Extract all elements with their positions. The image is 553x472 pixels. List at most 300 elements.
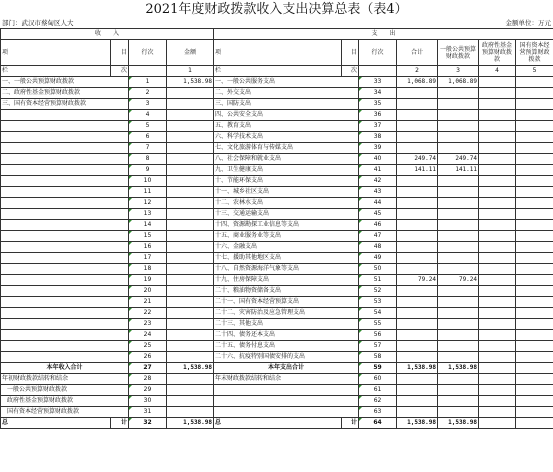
expense-item-cell: 二十六、抗疫特别国债安排的支出 bbox=[214, 352, 359, 363]
total-cell bbox=[397, 198, 438, 209]
income-row-no-cell: 11 bbox=[129, 187, 167, 198]
state-capital-cell bbox=[516, 319, 553, 330]
income-amount-cell bbox=[167, 374, 214, 385]
state-capital-cell bbox=[516, 77, 553, 88]
gov-fund-cell bbox=[479, 319, 516, 330]
table-row bbox=[1, 352, 553, 363]
state-capital-cell bbox=[516, 330, 553, 341]
expense-row-no-cell: 54 bbox=[359, 308, 397, 319]
expense-item-cell: 年末财政拨款结转和结余 bbox=[214, 374, 359, 385]
gov-fund-cell bbox=[479, 143, 516, 154]
gov-fund-cell bbox=[479, 99, 516, 110]
expense-row-no-cell: 46 bbox=[359, 220, 397, 231]
expense-item-cell: 一、一般公共服务支出 bbox=[214, 77, 359, 88]
ci-label: 次 bbox=[111, 66, 129, 77]
state-capital-cell bbox=[516, 209, 553, 220]
ci-label-2: 次 bbox=[342, 66, 359, 77]
gov-fund-cell bbox=[479, 275, 516, 286]
income-amount-cell bbox=[167, 297, 214, 308]
state-capital-cell bbox=[516, 121, 553, 132]
income-item-cell bbox=[1, 253, 129, 264]
expense-mu-header: 目 bbox=[342, 40, 359, 66]
income-amount-cell bbox=[167, 154, 214, 165]
expense-grand-total-label: 总 bbox=[214, 418, 342, 429]
income-amount-cell bbox=[167, 187, 214, 198]
income-row-no-cell: 16 bbox=[129, 242, 167, 253]
income-row-no-cell: 20 bbox=[129, 286, 167, 297]
state-capital-cell bbox=[516, 341, 553, 352]
total-cell bbox=[397, 143, 438, 154]
state-capital-cell bbox=[516, 297, 553, 308]
gov-fund-cell bbox=[479, 352, 516, 363]
state-capital-cell bbox=[516, 88, 553, 99]
expense-item-cell: 二十、粮油物资储备支出 bbox=[214, 286, 359, 297]
income-row-no-cell: 18 bbox=[129, 264, 167, 275]
expense-item-cell: 二、外交支出 bbox=[214, 88, 359, 99]
state-capital-cell bbox=[516, 143, 553, 154]
table-row bbox=[1, 297, 553, 308]
income-row-no-cell: 27 bbox=[129, 363, 167, 374]
total-cell bbox=[397, 374, 438, 385]
income-amount-cell bbox=[167, 99, 214, 110]
state-capital-cell bbox=[516, 374, 553, 385]
gov-fund-cell bbox=[479, 231, 516, 242]
income-amount-cell bbox=[167, 275, 214, 286]
gov-fund-cell bbox=[479, 385, 516, 396]
expense-item-cell: 九、卫生健康支出 bbox=[214, 165, 359, 176]
expense-item-cell bbox=[214, 407, 359, 418]
table-row bbox=[1, 77, 553, 88]
income-item-cell bbox=[1, 198, 129, 209]
income-row-no-cell: 30 bbox=[129, 396, 167, 407]
general-budget-cell bbox=[438, 198, 479, 209]
expense-row-no-cell: 36 bbox=[359, 110, 397, 121]
income-row-no-cell: 5 bbox=[129, 121, 167, 132]
expense-row-no-cell: 39 bbox=[359, 143, 397, 154]
income-amount-header: 金额 bbox=[167, 40, 214, 66]
col-number-5: 5 bbox=[516, 66, 553, 77]
total-cell bbox=[397, 308, 438, 319]
expense-item-cell: 二十二、灾害防治及应急管理支出 bbox=[214, 308, 359, 319]
income-item-cell bbox=[1, 264, 129, 275]
col-number-1: 1 bbox=[167, 66, 214, 77]
grand-total-capital-cell bbox=[516, 418, 553, 429]
general-budget-cell bbox=[438, 330, 479, 341]
report-meta bbox=[0, 18, 553, 28]
income-amount-cell bbox=[167, 407, 214, 418]
income-row-no-cell: 3 bbox=[129, 99, 167, 110]
general-budget-cell bbox=[438, 341, 479, 352]
table-row bbox=[1, 341, 553, 352]
expense-row-no-cell: 44 bbox=[359, 198, 397, 209]
gov-fund-cell bbox=[479, 253, 516, 264]
income-item-cell: 国有资本经营预算财政拨款 bbox=[1, 407, 129, 418]
income-amount-cell bbox=[167, 286, 214, 297]
expense-row-no-cell: 62 bbox=[359, 396, 397, 407]
expense-row-no-cell: 48 bbox=[359, 242, 397, 253]
general-budget-cell bbox=[438, 110, 479, 121]
income-row-no-cell: 15 bbox=[129, 231, 167, 242]
general-budget-cell bbox=[438, 396, 479, 407]
total-cell bbox=[397, 319, 438, 330]
income-amount-cell bbox=[167, 209, 214, 220]
department-label: 部门：武汉市蔡甸区人大 bbox=[2, 19, 74, 27]
table-row bbox=[1, 132, 553, 143]
income-item-cell bbox=[1, 209, 129, 220]
expense-item-cell: 七、文化旅游体育与传媒支出 bbox=[214, 143, 359, 154]
state-capital-cell bbox=[516, 352, 553, 363]
income-row-no-cell: 8 bbox=[129, 154, 167, 165]
income-amount-cell: 1,538.98 bbox=[167, 363, 214, 374]
income-header: 收 入 bbox=[1, 29, 214, 40]
income-item-cell bbox=[1, 341, 129, 352]
general-budget-cell: 1,538.98 bbox=[438, 363, 479, 374]
income-item-cell bbox=[1, 143, 129, 154]
general-budget-cell bbox=[438, 308, 479, 319]
income-amount-cell: 1,538.98 bbox=[167, 77, 214, 88]
state-capital-header: 国有资本经营预算财政拨款 bbox=[516, 40, 553, 66]
state-capital-cell bbox=[516, 286, 553, 297]
total-cell: 141.11 bbox=[397, 165, 438, 176]
expense-item-cell: 本年支出合计 bbox=[214, 363, 359, 374]
table-row bbox=[1, 363, 553, 374]
general-budget-cell bbox=[438, 253, 479, 264]
income-item-cell: 一般公共预算财政拨款 bbox=[1, 385, 129, 396]
expense-row-no-cell: 35 bbox=[359, 99, 397, 110]
income-row-no-cell: 9 bbox=[129, 165, 167, 176]
section-header-row bbox=[1, 29, 553, 40]
budget-table bbox=[0, 28, 553, 429]
income-row-no-cell: 13 bbox=[129, 209, 167, 220]
income-row-no-cell: 2 bbox=[129, 88, 167, 99]
income-item-cell: 二、政府性基金预算财政拨款 bbox=[1, 88, 129, 99]
total-cell: 79.24 bbox=[397, 275, 438, 286]
expense-row-no-cell: 40 bbox=[359, 154, 397, 165]
expense-item-cell: 二十四、债务还本支出 bbox=[214, 330, 359, 341]
expense-row-no-cell: 43 bbox=[359, 187, 397, 198]
table-row bbox=[1, 264, 553, 275]
income-row-no-cell: 7 bbox=[129, 143, 167, 154]
general-budget-cell bbox=[438, 231, 479, 242]
gov-fund-cell bbox=[479, 308, 516, 319]
state-capital-cell bbox=[516, 231, 553, 242]
expense-row-no-cell: 38 bbox=[359, 132, 397, 143]
expense-item-cell: 六、科学技术支出 bbox=[214, 132, 359, 143]
income-mu-header: 目 bbox=[111, 40, 129, 66]
total-cell bbox=[397, 132, 438, 143]
total-cell bbox=[397, 286, 438, 297]
general-budget-cell bbox=[438, 242, 479, 253]
income-grand-total-amount: 1,538.98 bbox=[167, 418, 214, 429]
expense-row-no-cell: 60 bbox=[359, 374, 397, 385]
income-item-cell: 三、国有资本经营预算财政拨款 bbox=[1, 99, 129, 110]
grand-total-general-cell: 1,538.98 bbox=[438, 418, 479, 429]
expense-item-cell: 十七、援助其他地区支出 bbox=[214, 253, 359, 264]
table-row bbox=[1, 88, 553, 99]
table-row bbox=[1, 330, 553, 341]
income-item-cell bbox=[1, 165, 129, 176]
expense-item-cell: 十四、资源勘探工业信息等支出 bbox=[214, 220, 359, 231]
state-capital-cell bbox=[516, 99, 553, 110]
expense-row-no-cell: 56 bbox=[359, 330, 397, 341]
state-capital-cell bbox=[516, 110, 553, 121]
income-row-no-cell: 14 bbox=[129, 220, 167, 231]
general-budget-cell bbox=[438, 385, 479, 396]
income-amount-cell bbox=[167, 110, 214, 121]
expense-item-cell: 十九、住房保障支出 bbox=[214, 275, 359, 286]
income-item-cell bbox=[1, 121, 129, 132]
col-number-2: 2 bbox=[397, 66, 438, 77]
income-item-cell bbox=[1, 231, 129, 242]
blank-cell bbox=[129, 66, 167, 77]
total-cell bbox=[397, 407, 438, 418]
expense-grand-total-ji: 计 bbox=[342, 418, 359, 429]
income-row-no-cell: 19 bbox=[129, 275, 167, 286]
expense-row-no-cell: 61 bbox=[359, 385, 397, 396]
income-amount-cell bbox=[167, 352, 214, 363]
income-grand-total-no: 32 bbox=[129, 418, 167, 429]
general-budget-cell: 141.11 bbox=[438, 165, 479, 176]
expense-item-cell: 二十一、国有资本经营预算支出 bbox=[214, 297, 359, 308]
general-budget-cell bbox=[438, 352, 479, 363]
income-row-no-cell: 26 bbox=[129, 352, 167, 363]
total-char: 总 bbox=[2, 419, 9, 426]
gov-fund-cell bbox=[479, 165, 516, 176]
expense-item-cell bbox=[214, 396, 359, 407]
income-item-cell bbox=[1, 110, 129, 121]
table-row bbox=[1, 407, 553, 418]
general-budget-cell bbox=[438, 209, 479, 220]
expense-row-no-cell: 42 bbox=[359, 176, 397, 187]
total-cell bbox=[397, 396, 438, 407]
total-cell bbox=[397, 297, 438, 308]
gov-fund-cell bbox=[479, 286, 516, 297]
table-row bbox=[1, 275, 553, 286]
expense-row-no-cell: 33 bbox=[359, 77, 397, 88]
income-item-cell bbox=[1, 242, 129, 253]
total-cell bbox=[397, 242, 438, 253]
item-label: 项 bbox=[2, 49, 9, 56]
gov-fund-cell bbox=[479, 77, 516, 88]
expense-item-cell: 十六、金融支出 bbox=[214, 242, 359, 253]
gov-fund-cell bbox=[479, 363, 516, 374]
general-budget-cell bbox=[438, 132, 479, 143]
amount-unit-label: 金额单位：万元 bbox=[505, 19, 551, 27]
general-budget-cell bbox=[438, 264, 479, 275]
total-cell bbox=[397, 341, 438, 352]
expense-row-no-cell: 41 bbox=[359, 165, 397, 176]
table-row bbox=[1, 385, 553, 396]
income-amount-cell bbox=[167, 253, 214, 264]
table-row bbox=[1, 374, 553, 385]
total-cell bbox=[397, 385, 438, 396]
income-amount-cell bbox=[167, 198, 214, 209]
income-amount-cell bbox=[167, 143, 214, 154]
gov-fund-cell bbox=[479, 209, 516, 220]
state-capital-cell bbox=[516, 154, 553, 165]
income-row-no-header: 行次 bbox=[129, 40, 167, 66]
state-capital-cell bbox=[516, 264, 553, 275]
state-capital-cell bbox=[516, 407, 553, 418]
gov-fund-cell bbox=[479, 374, 516, 385]
income-amount-cell bbox=[167, 341, 214, 352]
income-item-cell bbox=[1, 352, 129, 363]
income-amount-cell bbox=[167, 308, 214, 319]
grand-total-row bbox=[1, 418, 553, 429]
general-budget-cell bbox=[438, 176, 479, 187]
table-row bbox=[1, 143, 553, 154]
expense-item-cell: 十、节能环保支出 bbox=[214, 176, 359, 187]
gov-fund-cell bbox=[479, 330, 516, 341]
expense-row-no-cell: 58 bbox=[359, 352, 397, 363]
income-item-cell bbox=[1, 220, 129, 231]
income-amount-cell bbox=[167, 396, 214, 407]
table-row bbox=[1, 319, 553, 330]
general-budget-cell bbox=[438, 407, 479, 418]
state-capital-cell bbox=[516, 198, 553, 209]
income-grand-total-ji: 计 bbox=[111, 418, 129, 429]
total-cell bbox=[397, 209, 438, 220]
expense-row-no-cell: 53 bbox=[359, 297, 397, 308]
general-budget-cell bbox=[438, 121, 479, 132]
expense-row-no-cell: 52 bbox=[359, 286, 397, 297]
expense-row-no-cell: 34 bbox=[359, 88, 397, 99]
expense-item-cell: 八、社会保障和就业支出 bbox=[214, 154, 359, 165]
income-item-cell bbox=[1, 132, 129, 143]
expense-row-no-cell: 47 bbox=[359, 231, 397, 242]
total-header: 合计 bbox=[397, 40, 438, 66]
blank-cell bbox=[359, 66, 397, 77]
income-amount-cell bbox=[167, 176, 214, 187]
expense-item-cell: 十五、商业服务业等支出 bbox=[214, 231, 359, 242]
income-item-cell: 政府性基金预算财政拨款 bbox=[1, 396, 129, 407]
total-cell: 1,068.89 bbox=[397, 77, 438, 88]
total-cell bbox=[397, 352, 438, 363]
expense-item-cell: 二十三、其他支出 bbox=[214, 319, 359, 330]
total-cell: 249.74 bbox=[397, 154, 438, 165]
income-row-no-cell: 23 bbox=[129, 319, 167, 330]
general-budget-cell bbox=[438, 286, 479, 297]
table-row bbox=[1, 308, 553, 319]
report-title: 2021年度财政拨款收入支出决算总表（表4） bbox=[145, 2, 408, 17]
column-header-row bbox=[1, 40, 553, 66]
income-item-cell bbox=[1, 297, 129, 308]
expense-item-cell: 十二、农林水支出 bbox=[214, 198, 359, 209]
lan-label: 栏 bbox=[1, 66, 111, 77]
gov-fund-cell bbox=[479, 154, 516, 165]
gov-fund-cell bbox=[479, 407, 516, 418]
table-row bbox=[1, 121, 553, 132]
total-cell bbox=[397, 330, 438, 341]
expense-row-no-cell: 45 bbox=[359, 209, 397, 220]
total-cell bbox=[397, 264, 438, 275]
expense-row-no-cell: 49 bbox=[359, 253, 397, 264]
state-capital-cell bbox=[516, 253, 553, 264]
income-row-no-cell: 29 bbox=[129, 385, 167, 396]
expense-row-no-header: 行次 bbox=[359, 40, 397, 66]
income-grand-total-label bbox=[1, 418, 111, 429]
state-capital-cell bbox=[516, 396, 553, 407]
total-cell bbox=[397, 88, 438, 99]
gov-fund-header: 政府性基金预算财政拨款 bbox=[479, 40, 516, 66]
gov-fund-cell bbox=[479, 242, 516, 253]
expense-item-cell: 二十五、债务付息支出 bbox=[214, 341, 359, 352]
income-row-no-cell: 21 bbox=[129, 297, 167, 308]
total-cell bbox=[397, 110, 438, 121]
gov-fund-cell bbox=[479, 110, 516, 121]
gov-fund-cell bbox=[479, 121, 516, 132]
income-row-no-cell: 6 bbox=[129, 132, 167, 143]
income-row-no-cell: 22 bbox=[129, 308, 167, 319]
general-budget-cell: 79.24 bbox=[438, 275, 479, 286]
general-budget-cell: 249.74 bbox=[438, 154, 479, 165]
table-row bbox=[1, 220, 553, 231]
income-row-no-cell: 12 bbox=[129, 198, 167, 209]
income-row-no-cell: 17 bbox=[129, 253, 167, 264]
income-amount-cell bbox=[167, 121, 214, 132]
expense-row-no-cell: 59 bbox=[359, 363, 397, 374]
income-amount-cell bbox=[167, 220, 214, 231]
total-cell bbox=[397, 231, 438, 242]
expense-row-no-cell: 63 bbox=[359, 407, 397, 418]
table-row bbox=[1, 396, 553, 407]
expense-row-no-cell: 57 bbox=[359, 341, 397, 352]
col-number-3: 3 bbox=[438, 66, 479, 77]
income-item-cell bbox=[1, 330, 129, 341]
state-capital-cell bbox=[516, 363, 553, 374]
general-budget-cell bbox=[438, 99, 479, 110]
state-capital-cell bbox=[516, 242, 553, 253]
expense-grand-total-no: 64 bbox=[359, 418, 397, 429]
income-item-cell: 一、一般公共预算财政拨款 bbox=[1, 77, 129, 88]
table-row bbox=[1, 99, 553, 110]
income-item-cell bbox=[1, 275, 129, 286]
table-row bbox=[1, 198, 553, 209]
general-budget-cell bbox=[438, 187, 479, 198]
total-cell: 1,538.98 bbox=[397, 363, 438, 374]
income-item-cell bbox=[1, 286, 129, 297]
expense-row-no-cell: 51 bbox=[359, 275, 397, 286]
income-row-no-cell: 1 bbox=[129, 77, 167, 88]
table-row bbox=[1, 253, 553, 264]
income-item-cell bbox=[1, 308, 129, 319]
gov-fund-cell bbox=[479, 176, 516, 187]
income-amount-cell bbox=[167, 231, 214, 242]
expense-item-cell: 十三、交通运输支出 bbox=[214, 209, 359, 220]
state-capital-cell bbox=[516, 308, 553, 319]
state-capital-cell bbox=[516, 385, 553, 396]
table-row bbox=[1, 231, 553, 242]
table-row bbox=[1, 286, 553, 297]
table-row bbox=[1, 209, 553, 220]
column-number-row bbox=[1, 66, 553, 77]
gov-fund-cell bbox=[479, 341, 516, 352]
general-budget-cell bbox=[438, 143, 479, 154]
income-item-cell bbox=[1, 187, 129, 198]
income-item-cell: 年初财政拨款结转和结余 bbox=[1, 374, 129, 385]
total-cell bbox=[397, 253, 438, 264]
table-row bbox=[1, 176, 553, 187]
income-amount-cell bbox=[167, 319, 214, 330]
gov-fund-cell bbox=[479, 396, 516, 407]
expense-item-cell: 十一、城乡社区支出 bbox=[214, 187, 359, 198]
income-row-no-cell: 10 bbox=[129, 176, 167, 187]
expense-item-header: 项 bbox=[214, 40, 342, 66]
general-budget-cell bbox=[438, 374, 479, 385]
lan-label-2: 栏 bbox=[214, 66, 342, 77]
expense-row-no-cell: 55 bbox=[359, 319, 397, 330]
expense-item-cell: 五、教育支出 bbox=[214, 121, 359, 132]
